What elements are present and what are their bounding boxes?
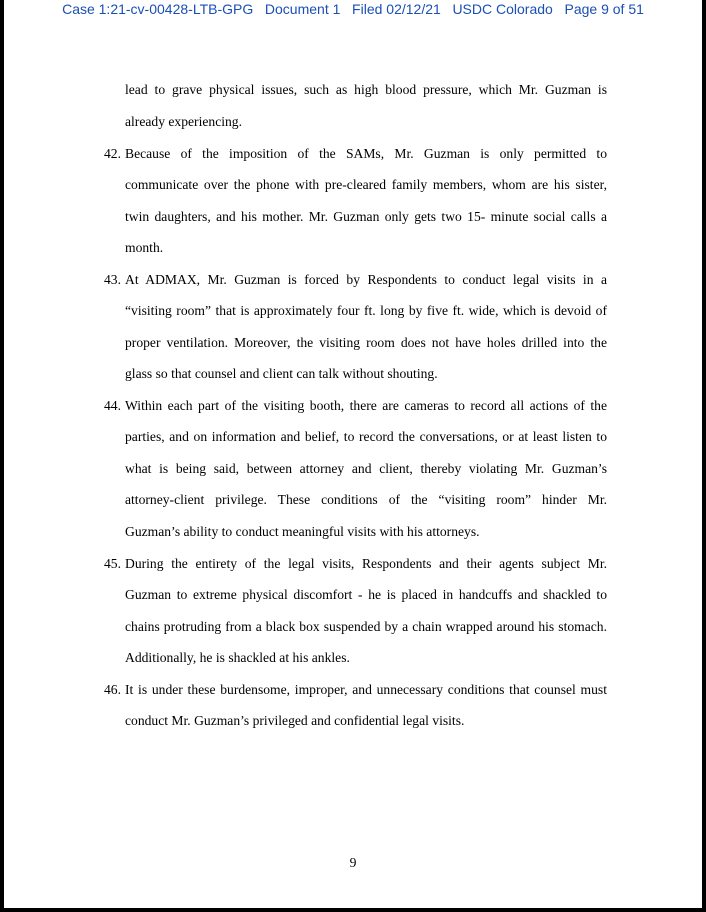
text-line: already experiencing. <box>125 114 242 129</box>
text-line: chains protruding from a black box suspended by a chain wrapped around his stomach. <box>125 619 607 634</box>
text-line: attorney-client privilege. These conditions of the “visiting room” hinder Mr. <box>125 492 607 507</box>
text-line: Within each part of the visiting booth, there are cameras to record all actions of the <box>125 398 607 413</box>
paragraph-number: 45. <box>104 556 121 571</box>
text-line: twin daughters, and his mother. Mr. Guzman only gets two 15- minute social calls a <box>125 209 607 224</box>
text-line: It is under these burdensome, improper, and unnecessary conditions that counsel must <box>125 682 607 697</box>
text-line: lead to grave physical issues, such as high blood pressure, which Mr. Guzman is <box>125 82 607 97</box>
text-line: month. <box>125 240 164 255</box>
text-line: At ADMAX, Mr. Guzman is forced by Respondents to conduct legal visits in a <box>125 272 607 287</box>
document-page <box>4 0 702 908</box>
text-line: Because of the imposition of the SAMs, Mr. Guzman is only permitted to <box>125 146 607 161</box>
paragraph-number: 42. <box>104 146 121 161</box>
text-line: glass so that counsel and client can talk without shouting. <box>125 366 438 381</box>
text-line: proper ventilation. Moreover, the visiting room does not have holes drilled into the <box>125 335 607 350</box>
case-header-stamp: Case 1:21-cv-00428-LTB-GPG Document 1 Filed 02/12/21 USDC Colorado Page 9 of 51 <box>62 1 644 17</box>
text-line: During the entirety of the legal visits, Respondents and their agents subject Mr. <box>125 556 607 571</box>
paragraph-number: 46. <box>104 682 121 697</box>
text-line: Additionally, he is shackled at his ankles. <box>125 650 350 665</box>
paragraph-number: 43. <box>104 272 121 287</box>
paragraph-number: 44. <box>104 398 121 413</box>
page-number: 9 <box>349 855 357 870</box>
text-line: Guzman’s ability to conduct meaningful visits with his attorneys. <box>125 524 480 539</box>
text-line: Guzman to extreme physical discomfort - he is placed in handcuffs and shackled to <box>125 587 607 602</box>
text-line: “visiting room” that is approximately four ft. long by five ft. wide, which is devoid of <box>125 303 607 318</box>
text-line: conduct Mr. Guzman’s privileged and confidential legal visits. <box>125 713 465 728</box>
text-line: parties, and on information and belief, to record the conversations, or at least listen to <box>125 429 607 444</box>
text-line: communicate over the phone with pre-cleared family members, whom are his sister, <box>125 177 607 192</box>
text-line: what is being said, between attorney and client, thereby violating Mr. Guzman’s <box>125 461 607 476</box>
